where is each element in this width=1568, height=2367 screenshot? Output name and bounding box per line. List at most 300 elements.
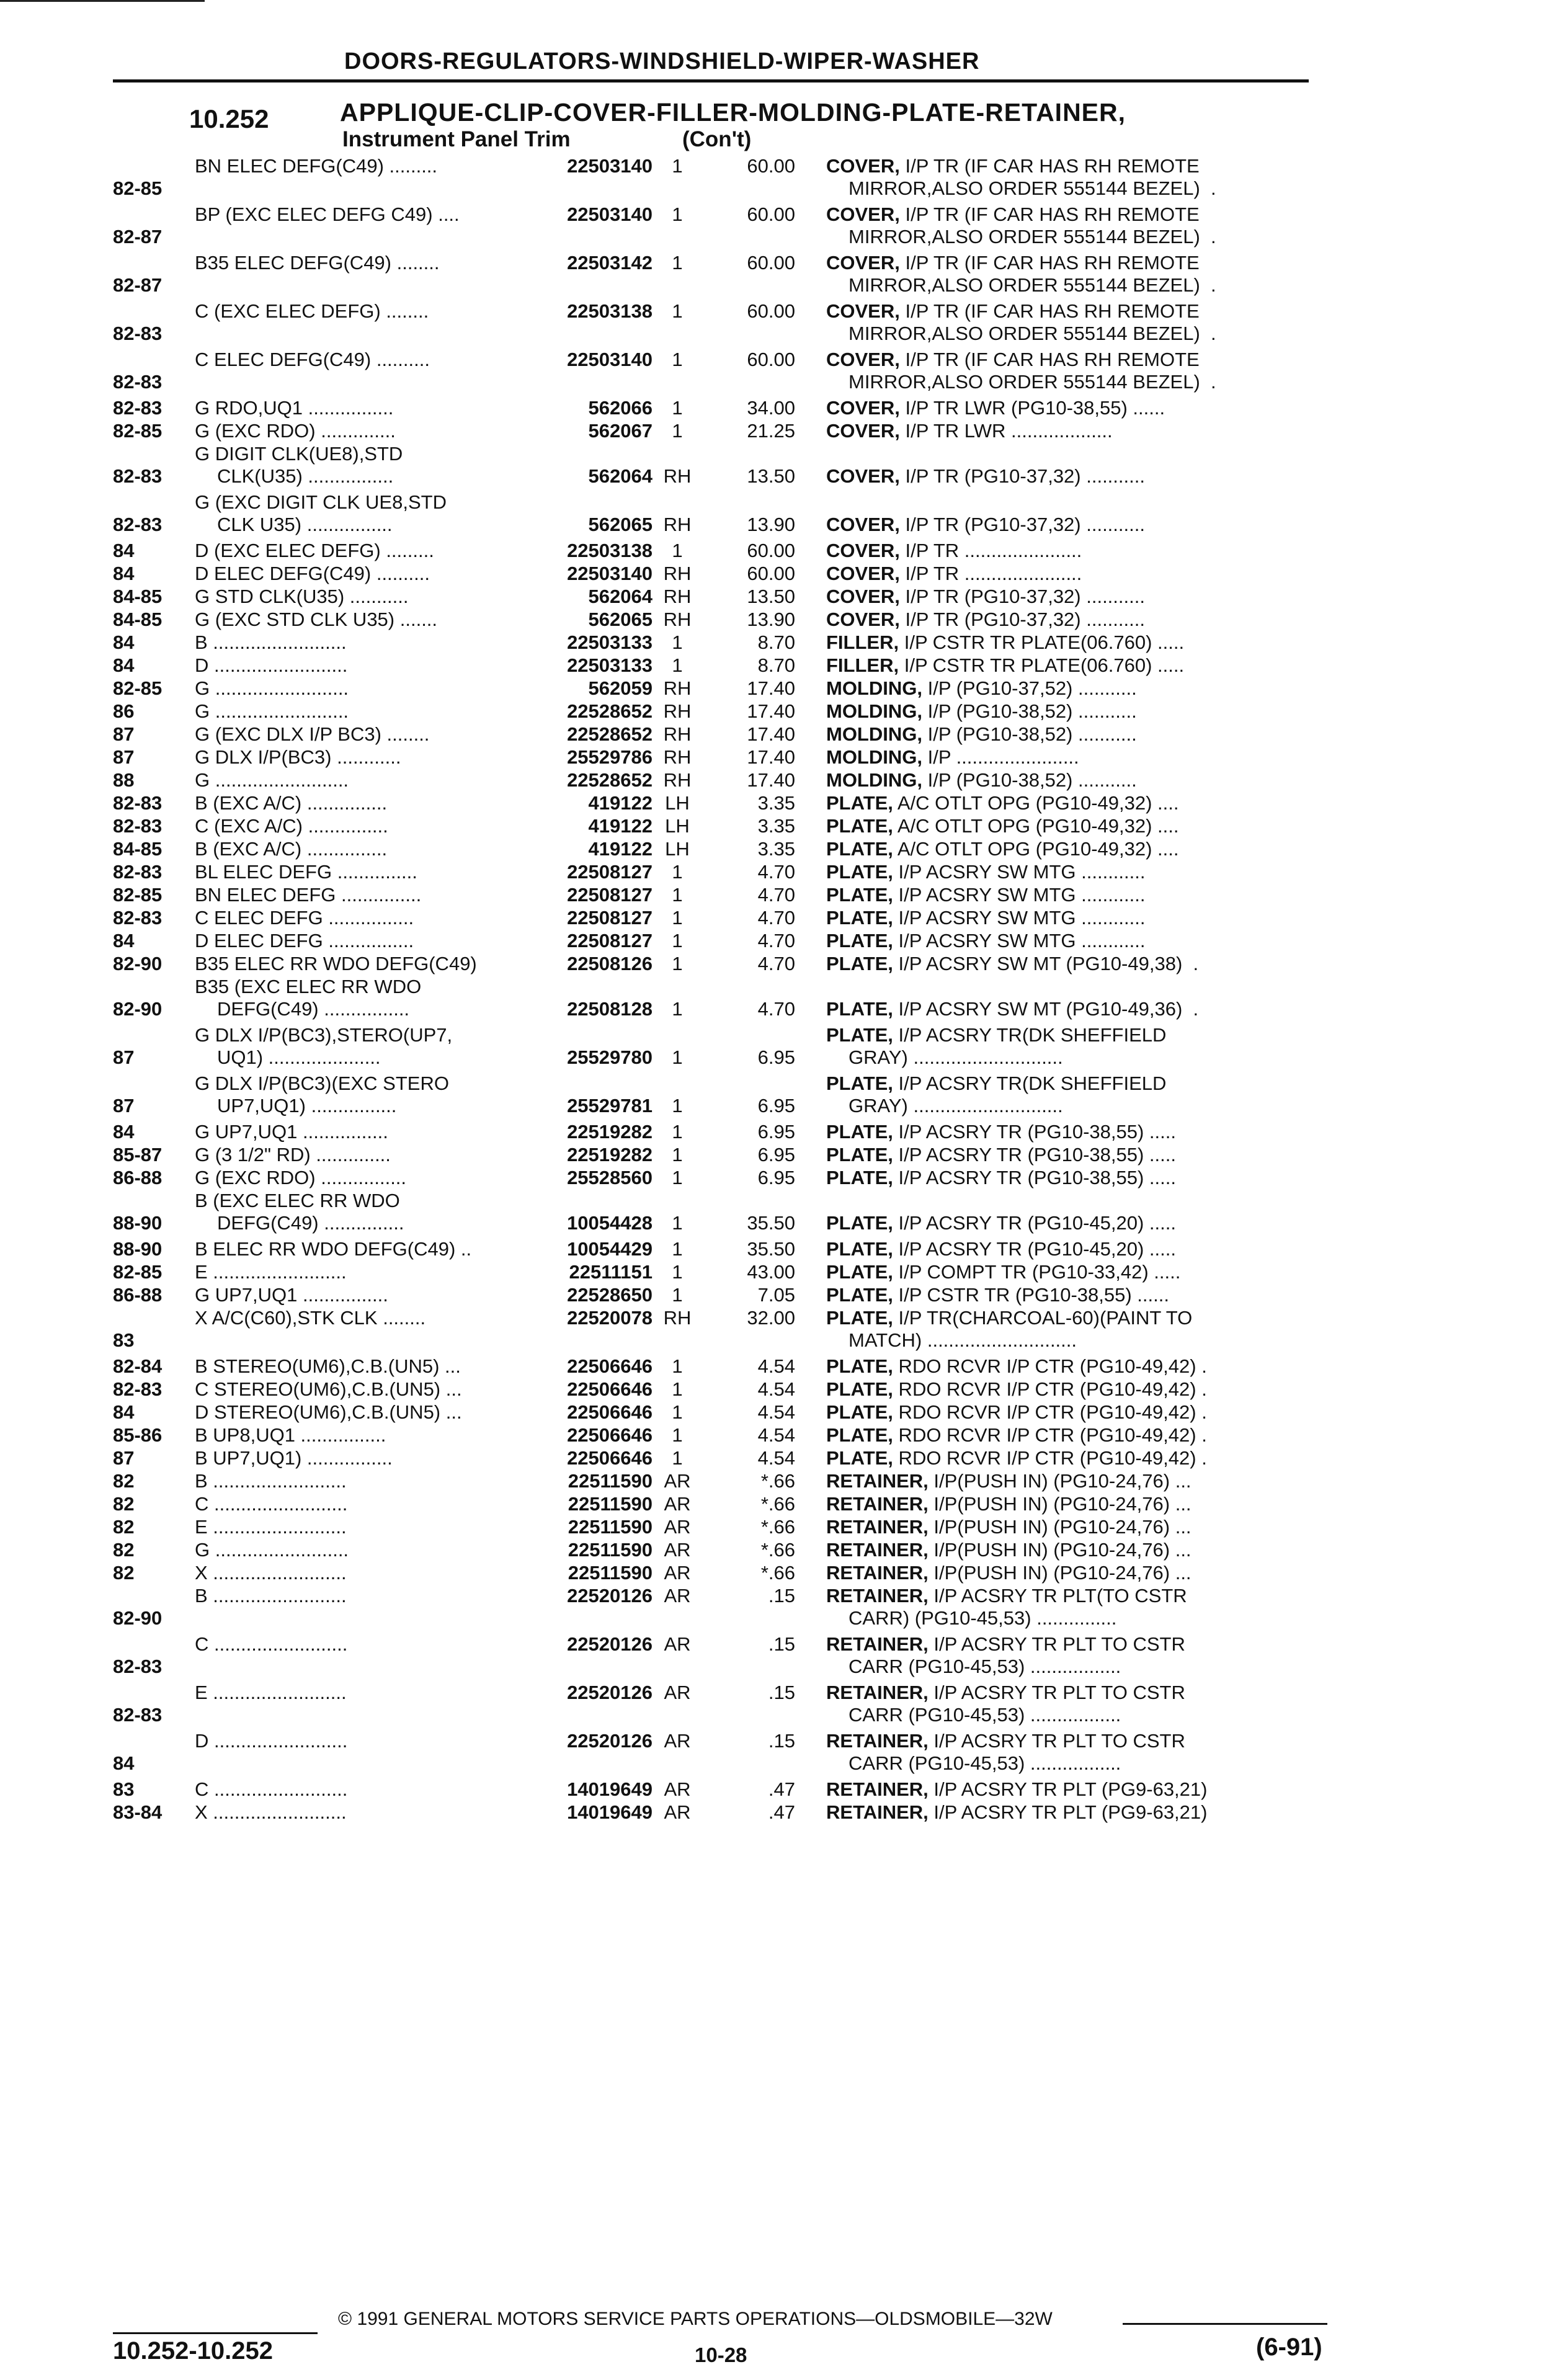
footer-rule-left <box>113 2332 318 2334</box>
price: 6.95 <box>757 1144 795 1166</box>
usage-description-line: BN ELEC DEFG ............... <box>195 884 422 906</box>
quantity: RH <box>663 608 692 630</box>
part-number: 22511590 <box>568 1539 653 1561</box>
parts-row <box>113 1585 1316 1633</box>
quantity: LH <box>665 792 690 814</box>
quantity: 1 <box>672 252 683 274</box>
part-number: 562065 <box>588 608 653 630</box>
part-name-keyword: RETAINER, <box>826 1516 929 1538</box>
parts-row <box>113 443 1316 491</box>
part-number: 562064 <box>588 465 653 487</box>
parts-row <box>113 1401 1316 1424</box>
part-name-line: RETAINER, I/P(PUSH IN) (PG10-24,76) ... <box>826 1539 1192 1561</box>
part-number: 25529780 <box>567 1046 653 1068</box>
price: 8.70 <box>757 631 795 653</box>
quantity: 1 <box>672 1121 683 1143</box>
part-number: 22528652 <box>567 700 653 722</box>
quantity: 1 <box>672 930 683 952</box>
usage-description-line: B ELEC RR WDO DEFG(C49) .. <box>195 1238 472 1260</box>
part-name <box>826 397 1316 419</box>
usage-description-line: G ......................... <box>195 700 349 722</box>
price: 17.40 <box>747 769 795 791</box>
part-name <box>826 1378 1316 1401</box>
quantity: 1 <box>672 1238 683 1260</box>
quantity: 1 <box>672 1424 683 1446</box>
model-year: 82 <box>113 1470 135 1492</box>
part-name-keyword: PLATE, <box>826 1144 893 1166</box>
usage-description-line: DEFG(C49) ................ <box>217 998 410 1020</box>
model-year: 82-90 <box>113 1607 163 1629</box>
model-year: 82-90 <box>113 998 163 1020</box>
quantity: AR <box>664 1682 691 1703</box>
usage-description <box>195 1424 547 1446</box>
usage-description <box>195 838 547 860</box>
part-name-line: PLATE, I/P COMPT TR (PG10-33,42) ..... <box>826 1261 1181 1283</box>
price: *.66 <box>760 1562 795 1584</box>
quantity: 1 <box>672 1095 683 1117</box>
part-name-line: PLATE, I/P ACSRY TR (PG10-38,55) ..... <box>826 1121 1176 1143</box>
quantity: 1 <box>672 998 683 1020</box>
usage-description-line: X A/C(C60),STK CLK ........ <box>195 1307 426 1329</box>
part-number: 22508127 <box>567 907 653 929</box>
part-name <box>826 1633 1316 1678</box>
part-name <box>826 1401 1316 1424</box>
parts-row <box>113 1190 1316 1238</box>
part-name-line: CARR) (PG10-45,53) ............... <box>849 1607 1117 1629</box>
model-year: 82 <box>113 1493 135 1515</box>
part-name-keyword: COVER, <box>826 586 900 607</box>
part-name <box>826 1424 1316 1446</box>
usage-description <box>195 1121 547 1143</box>
usage-description-line: G ......................... <box>195 769 349 791</box>
usage-description-line: UQ1) ..................... <box>217 1046 381 1068</box>
part-name <box>826 746 1316 769</box>
price: 4.70 <box>757 884 795 906</box>
part-name-line: PLATE, RDO RCVR I/P CTR (PG10-49,42) . <box>826 1447 1207 1469</box>
part-name-line: MOLDING, I/P ....................... <box>826 746 1079 768</box>
part-name <box>826 1284 1316 1306</box>
usage-description-line: C ELEC DEFG(C49) .......... <box>195 349 430 370</box>
parts-row <box>113 700 1316 723</box>
model-year: 82 <box>113 1539 135 1561</box>
part-number: 22520126 <box>567 1633 653 1655</box>
part-name <box>826 1470 1316 1492</box>
parts-row <box>113 540 1316 563</box>
usage-description <box>195 420 547 442</box>
part-name-keyword: PLATE, <box>826 792 893 814</box>
part-name-line: COVER, I/P TR (IF CAR HAS RH REMOTE <box>826 349 1200 370</box>
quantity: 1 <box>672 953 683 974</box>
part-name <box>826 300 1316 345</box>
usage-description-line: C ......................... <box>195 1633 348 1655</box>
parts-row <box>113 1801 1316 1824</box>
part-name-line: RETAINER, I/P(PUSH IN) (PG10-24,76) ... <box>826 1470 1192 1492</box>
model-year: 82-83 <box>113 815 163 837</box>
part-name-keyword: FILLER, <box>826 654 899 676</box>
price: 13.50 <box>747 465 795 487</box>
price: 13.90 <box>747 514 795 535</box>
parts-row <box>113 1144 1316 1167</box>
usage-description-line: G DLX I/P(BC3),STERO(UP7, <box>195 1024 453 1046</box>
part-name-keyword: PLATE, <box>826 1238 893 1260</box>
part-number: 22506646 <box>567 1401 653 1423</box>
parts-row <box>113 723 1316 746</box>
usage-description-line: G ......................... <box>195 1539 349 1561</box>
part-name-keyword: FILLER, <box>826 631 899 653</box>
part-number: 22528652 <box>567 723 653 745</box>
part-name <box>826 1585 1316 1629</box>
part-name-keyword: PLATE, <box>826 1284 893 1306</box>
parts-row <box>113 203 1316 252</box>
part-name <box>826 861 1316 883</box>
part-name-line: RETAINER, I/P ACSRY TR PLT TO CSTR <box>826 1633 1185 1655</box>
part-name-line: PLATE, I/P ACSRY SW MTG ............ <box>826 930 1146 952</box>
part-number: 22511151 <box>569 1261 653 1283</box>
quantity: AR <box>664 1730 691 1752</box>
usage-description-line: B35 ELEC DEFG(C49) ........ <box>195 252 440 274</box>
parts-row <box>113 1516 1316 1539</box>
price: 4.54 <box>757 1424 795 1446</box>
usage-description <box>195 1470 547 1492</box>
model-year: 87 <box>113 1046 135 1068</box>
price: 4.70 <box>757 930 795 952</box>
part-name <box>826 677 1316 700</box>
part-number: 10054428 <box>567 1212 653 1234</box>
parts-row <box>113 976 1316 1024</box>
part-name <box>826 491 1316 536</box>
part-name-line: RETAINER, I/P ACSRY TR PLT TO CSTR <box>826 1730 1185 1752</box>
price: 3.35 <box>757 792 795 814</box>
usage-description-line: X ......................... <box>195 1562 347 1584</box>
usage-description-line: B35 ELEC RR WDO DEFG(C49) <box>195 953 477 974</box>
model-year: 82-83 <box>113 907 163 929</box>
footer-page-number: 10-28 <box>695 2343 747 2366</box>
part-name-line: PLATE, I/P ACSRY SW MTG ............ <box>826 884 1146 906</box>
usage-description-line: BN ELEC DEFG(C49) ......... <box>195 155 438 177</box>
parts-row <box>113 1562 1316 1585</box>
part-name-line: COVER, I/P TR (PG10-37,32) ........... <box>826 514 1145 535</box>
parts-row <box>113 397 1316 420</box>
part-name <box>826 1801 1316 1824</box>
part-name-line: COVER, I/P TR (IF CAR HAS RH REMOTE <box>826 252 1200 274</box>
part-name <box>826 1562 1316 1584</box>
usage-description-line: C (EXC ELEC DEFG) ........ <box>195 300 429 322</box>
part-number: 25528560 <box>567 1167 653 1188</box>
quantity: 1 <box>672 654 683 676</box>
parts-row <box>113 838 1316 861</box>
part-name-line: COVER, I/P TR ...................... <box>826 563 1082 584</box>
parts-row <box>113 1730 1316 1778</box>
part-name-line: PLATE, RDO RCVR I/P CTR (PG10-49,42) . <box>826 1401 1207 1423</box>
price: 17.40 <box>747 723 795 745</box>
parts-row <box>113 953 1316 976</box>
part-name-line: PLATE, I/P ACSRY SW MT (PG10-49,38) . <box>826 953 1199 974</box>
usage-description <box>195 1585 547 1607</box>
part-name-keyword: PLATE, <box>826 884 893 906</box>
usage-description <box>195 1378 547 1401</box>
part-number: 562065 <box>588 514 653 535</box>
quantity: 1 <box>672 1144 683 1166</box>
group-continued: (Con't) <box>682 127 752 151</box>
group-number: 10.252 <box>189 104 269 133</box>
parts-row <box>113 654 1316 677</box>
part-number: 419122 <box>588 815 653 837</box>
model-year: 82-83 <box>113 1378 163 1400</box>
usage-description-line: B35 (EXC ELEC RR WDO <box>195 976 422 997</box>
part-name-keyword: PLATE, <box>826 1072 893 1094</box>
part-name-line: FILLER, I/P CSTR TR PLATE(06.760) ..... <box>826 654 1185 676</box>
part-name-line: PLATE, I/P ACSRY TR(DK SHEFFIELD <box>826 1024 1167 1046</box>
part-name <box>826 443 1316 488</box>
part-name <box>826 953 1316 975</box>
usage-description-line: CLK(U35) ................ <box>217 465 394 487</box>
part-name <box>826 1447 1316 1469</box>
part-name-keyword: RETAINER, <box>826 1801 929 1823</box>
usage-description-line: B STEREO(UM6),C.B.(UN5) ... <box>195 1355 461 1377</box>
parts-row <box>113 1633 1316 1682</box>
parts-row <box>113 349 1316 397</box>
part-name <box>826 252 1316 296</box>
part-name-line: PLATE, A/C OTLT OPG (PG10-49,32) .... <box>826 792 1179 814</box>
part-name-line: RETAINER, I/P(PUSH IN) (PG10-24,76) ... <box>826 1516 1192 1538</box>
part-name-line: COVER, I/P TR LWR (PG10-38,55) ...... <box>826 397 1165 419</box>
part-name-keyword: PLATE, <box>826 838 893 860</box>
parts-row <box>113 1167 1316 1190</box>
parts-row <box>113 861 1316 884</box>
part-name-line: COVER, I/P TR (IF CAR HAS RH REMOTE <box>826 300 1200 322</box>
part-name-keyword: COVER, <box>826 203 900 225</box>
part-name-keyword: PLATE, <box>826 815 893 837</box>
part-name-keyword: COVER, <box>826 608 900 630</box>
model-year: 84 <box>113 540 135 561</box>
model-year: 87 <box>113 1095 135 1117</box>
part-name <box>826 1493 1316 1515</box>
usage-description <box>195 723 547 746</box>
part-name-line: COVER, I/P TR (PG10-37,32) ........... <box>826 586 1145 607</box>
usage-description-line: D (EXC ELEC DEFG) ......... <box>195 540 434 561</box>
part-name <box>826 792 1316 814</box>
usage-description-line: D ELEC DEFG ................ <box>195 930 414 952</box>
part-number: 25529781 <box>567 1095 653 1117</box>
part-name-line: MIRROR,ALSO ORDER 555144 BEZEL) . <box>849 177 1216 199</box>
group-subtitle: Instrument Panel Trim <box>342 127 571 151</box>
part-name-keyword: MOLDING, <box>826 769 922 791</box>
part-name-keyword: COVER, <box>826 349 900 370</box>
part-number: 22503140 <box>567 349 653 370</box>
usage-description-line: C ......................... <box>195 1493 348 1515</box>
usage-description-line: D STEREO(UM6),C.B.(UN5) ... <box>195 1401 462 1423</box>
parts-row <box>113 1778 1316 1801</box>
usage-description-line: G UP7,UQ1 ................ <box>195 1284 388 1306</box>
model-year: 82-87 <box>113 226 163 247</box>
parts-row <box>113 792 1316 815</box>
part-name <box>826 700 1316 723</box>
parts-row <box>113 907 1316 930</box>
quantity: 1 <box>672 1355 683 1377</box>
model-year: 84 <box>113 631 135 653</box>
part-number: 22506646 <box>567 1424 653 1446</box>
price: 6.95 <box>757 1167 795 1188</box>
quantity: RH <box>663 677 692 699</box>
usage-description <box>195 1633 547 1656</box>
part-name <box>826 155 1316 200</box>
part-name <box>826 884 1316 906</box>
part-name <box>826 723 1316 746</box>
parts-row <box>113 586 1316 608</box>
part-name <box>826 1539 1316 1561</box>
part-name-line: CARR (PG10-45,53) ................. <box>849 1752 1121 1774</box>
usage-description-line: D ......................... <box>195 1730 348 1752</box>
usage-description <box>195 792 547 814</box>
usage-description <box>195 443 547 488</box>
part-name <box>826 1024 1316 1069</box>
part-name <box>826 420 1316 442</box>
part-name-keyword: PLATE, <box>826 1167 893 1188</box>
price: 60.00 <box>747 563 795 584</box>
parts-row <box>113 1024 1316 1072</box>
quantity: 1 <box>672 1284 683 1306</box>
part-name-line: RETAINER, I/P ACSRY TR PLT (PG9-63,21) <box>826 1778 1208 1800</box>
price: 4.54 <box>757 1447 795 1469</box>
part-number: 22508128 <box>567 998 653 1020</box>
quantity: 1 <box>672 631 683 653</box>
parts-row <box>113 1121 1316 1144</box>
part-number: 22520126 <box>567 1585 653 1607</box>
quantity: 1 <box>672 884 683 906</box>
part-name-line: PLATE, I/P ACSRY TR(DK SHEFFIELD <box>826 1072 1167 1094</box>
part-number: 22506646 <box>567 1355 653 1377</box>
usage-description-line: C ......................... <box>195 1778 348 1800</box>
part-number: 562059 <box>588 677 653 699</box>
part-name-line: CARR (PG10-45,53) ................. <box>849 1704 1121 1726</box>
part-name-keyword: RETAINER, <box>826 1730 929 1752</box>
part-name-line: MOLDING, I/P (PG10-38,52) ........... <box>826 723 1137 745</box>
part-name-keyword: PLATE, <box>826 1355 893 1377</box>
part-name-line: PLATE, RDO RCVR I/P CTR (PG10-49,42) . <box>826 1355 1207 1377</box>
parts-row <box>113 1424 1316 1447</box>
quantity: RH <box>663 746 692 768</box>
usage-description <box>195 884 547 906</box>
parts-row <box>113 300 1316 349</box>
price: 60.00 <box>747 155 795 177</box>
part-name-keyword: COVER, <box>826 155 900 177</box>
parts-list <box>113 155 1316 1824</box>
part-name-keyword: PLATE, <box>826 1401 893 1423</box>
quantity: 1 <box>672 420 683 442</box>
part-name-keyword: RETAINER, <box>826 1539 929 1561</box>
model-year: 82-83 <box>113 371 163 393</box>
usage-description-line: B (EXC A/C) ............... <box>195 838 388 860</box>
model-year: 82-83 <box>113 514 163 535</box>
usage-description-line: B ......................... <box>195 631 347 653</box>
quantity: 1 <box>672 300 683 322</box>
usage-description-line: E ......................... <box>195 1682 347 1703</box>
part-name-keyword: RETAINER, <box>826 1682 929 1703</box>
usage-description-line: G (EXC RDO) .............. <box>195 420 396 442</box>
part-name <box>826 608 1316 631</box>
quantity: 1 <box>672 155 683 177</box>
model-year: 82-83 <box>113 792 163 814</box>
price: 17.40 <box>747 700 795 722</box>
part-name-keyword: COVER, <box>826 300 900 322</box>
model-year: 85-87 <box>113 1144 163 1166</box>
price: .47 <box>768 1801 795 1823</box>
model-year: 82-84 <box>113 1355 163 1377</box>
part-name <box>826 1190 1316 1234</box>
header-rule <box>113 79 1309 82</box>
parts-row <box>113 1284 1316 1307</box>
part-name <box>826 1072 1316 1117</box>
part-name-keyword: PLATE, <box>826 861 893 883</box>
part-name-line: RETAINER, I/P(PUSH IN) (PG10-24,76) ... <box>826 1562 1192 1584</box>
usage-description-line: C STEREO(UM6),C.B.(UN5) ... <box>195 1378 462 1400</box>
model-year: 82-85 <box>113 1261 163 1283</box>
quantity: AR <box>664 1585 691 1607</box>
part-number: 14019649 <box>567 1801 653 1823</box>
usage-description <box>195 654 547 677</box>
quantity: AR <box>664 1778 691 1800</box>
usage-description-line: G RDO,UQ1 ................ <box>195 397 394 419</box>
usage-description-line: G DIGIT CLK(UE8),STD <box>195 443 403 465</box>
part-number: 22503133 <box>567 654 653 676</box>
usage-description <box>195 1307 547 1329</box>
usage-description <box>195 1516 547 1538</box>
usage-description <box>195 300 547 323</box>
model-year: 82-87 <box>113 274 163 296</box>
usage-description-line: G (3 1/2" RD) .............. <box>195 1144 391 1166</box>
usage-description-line: G (EXC STD CLK U35) ....... <box>195 608 438 630</box>
part-name-line: PLATE, A/C OTLT OPG (PG10-49,32) .... <box>826 815 1179 837</box>
part-number: 562066 <box>588 397 653 419</box>
part-name <box>826 907 1316 929</box>
usage-description <box>195 1190 547 1234</box>
model-year: 87 <box>113 1447 135 1469</box>
part-name-keyword: RETAINER, <box>826 1633 929 1655</box>
usage-description-line: D ELEC DEFG(C49) .......... <box>195 563 430 584</box>
price: 8.70 <box>757 654 795 676</box>
price: .15 <box>768 1633 795 1655</box>
usage-description <box>195 976 547 1020</box>
quantity: 1 <box>672 1447 683 1469</box>
price: 13.50 <box>747 586 795 607</box>
usage-description <box>195 397 547 419</box>
model-year: 82-83 <box>113 465 163 487</box>
part-name-keyword: MOLDING, <box>826 700 922 722</box>
parts-row <box>113 631 1316 654</box>
part-name-line: PLATE, I/P TR(CHARCOAL-60)(PAINT TO <box>826 1307 1193 1329</box>
parts-row <box>113 1238 1316 1261</box>
part-number: 22528650 <box>567 1284 653 1306</box>
part-number: 22519282 <box>567 1144 653 1166</box>
quantity: RH <box>663 1307 692 1329</box>
usage-description-line: B ......................... <box>195 1470 347 1492</box>
part-number: 22508126 <box>567 953 653 974</box>
part-name-line: COVER, I/P TR (IF CAR HAS RH REMOTE <box>826 203 1200 225</box>
part-number: 419122 <box>588 838 653 860</box>
price: 4.54 <box>757 1355 795 1377</box>
part-name-keyword: PLATE, <box>826 907 893 929</box>
part-name <box>826 654 1316 677</box>
part-name-line: MIRROR,ALSO ORDER 555144 BEZEL) . <box>849 323 1216 344</box>
parts-row <box>113 677 1316 700</box>
part-name <box>826 586 1316 608</box>
quantity: 1 <box>672 1378 683 1400</box>
usage-description <box>195 349 547 371</box>
part-name-line: PLATE, I/P ACSRY TR (PG10-45,20) ..... <box>826 1238 1176 1260</box>
part-name-keyword: PLATE, <box>826 1024 893 1046</box>
part-name <box>826 930 1316 952</box>
usage-description <box>195 930 547 952</box>
